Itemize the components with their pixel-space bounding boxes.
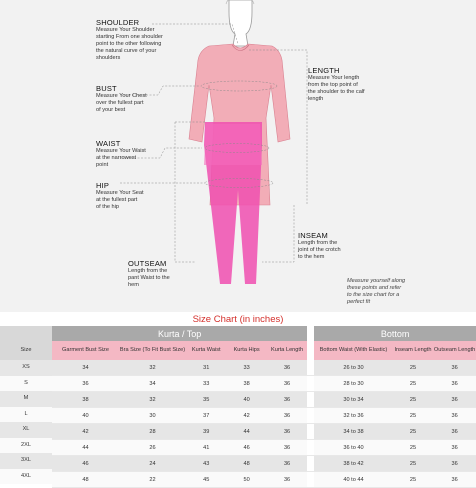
- table-row: [52, 472, 476, 488]
- outseam-label: [128, 259, 170, 289]
- bottom-cell: 25: [393, 408, 433, 424]
- bottom-cell: 36: [433, 392, 476, 408]
- size-label: L: [0, 407, 52, 423]
- top-cell: 31: [186, 360, 226, 376]
- shoulder-desc-4: the natural curve of your: [96, 48, 157, 54]
- inseam-desc-1: Length from the: [298, 240, 338, 246]
- top-cell: 36: [267, 360, 307, 376]
- bottom-cell: 32 to 36: [314, 408, 393, 424]
- shoulder-desc-1: Measure Your Shoulder: [96, 27, 155, 33]
- row-gap: [307, 360, 314, 376]
- top-cell: 44: [52, 440, 119, 456]
- hip-desc-1: Measure Your Seat: [96, 190, 144, 196]
- row-gap: [307, 456, 314, 472]
- mannequin: [226, 0, 254, 46]
- top-cell: 42: [52, 424, 119, 440]
- shoulder-label: [96, 18, 163, 62]
- top-cell: 46: [52, 456, 119, 472]
- length-desc-1: Measure Your length: [308, 75, 360, 81]
- table-row: [52, 408, 476, 424]
- bottom-cell: 28 to 30: [314, 376, 393, 392]
- top-cell: 48: [226, 456, 266, 472]
- bust-label: [96, 84, 147, 114]
- size-label: M: [0, 391, 52, 407]
- col-bottom-waist: Bottom Waist (With Elastic): [314, 341, 393, 360]
- col-kurta-length: Kurta Length: [267, 341, 307, 360]
- waist-desc-3: point: [96, 162, 109, 168]
- length-desc-2: from the top point of: [308, 82, 358, 88]
- bottom-cell: 25: [393, 392, 433, 408]
- top-cell: 50: [226, 472, 266, 488]
- top-cell: 36: [267, 376, 307, 392]
- size-label: 4XL: [0, 469, 52, 485]
- fit-note-3: to the size chart for a: [347, 292, 400, 298]
- bottom-cell: 36: [433, 408, 476, 424]
- col-kurta-hips: Kurta Hips: [226, 341, 266, 360]
- bottom-cell: 30 to 34: [314, 392, 393, 408]
- top-cell: 32: [119, 392, 186, 408]
- size-label: S: [0, 376, 52, 392]
- fit-note: [347, 278, 405, 306]
- bottom-cell: 38 to 42: [314, 456, 393, 472]
- shoulder-title: SHOULDER: [96, 18, 140, 27]
- top-cell: 44: [226, 424, 266, 440]
- size-label: XL: [0, 422, 52, 438]
- table-row: [52, 376, 476, 392]
- length-label: [308, 66, 365, 103]
- top-cell: 36: [267, 472, 307, 488]
- hip-desc-2: at the fullest part: [96, 197, 138, 203]
- bust-desc-3: of your best: [96, 107, 126, 113]
- top-cell: 26: [119, 440, 186, 456]
- shoulder-desc-2: starting From one shoulder: [96, 34, 163, 40]
- bottom-cell: 36: [433, 376, 476, 392]
- size-chart-title: Size Chart (in inches): [192, 314, 284, 325]
- col-kurta-waist: Kurta Waist: [186, 341, 226, 360]
- row-gap: [307, 392, 314, 408]
- col-garment-bust: Garment Bust Size: [52, 341, 119, 360]
- row-gap: [307, 376, 314, 392]
- bottom-cell: 25: [393, 472, 433, 488]
- section-gap: [307, 326, 314, 341]
- row-gap: [307, 408, 314, 424]
- length-desc-4: length: [308, 96, 324, 102]
- length-title: LENGTH: [308, 66, 340, 75]
- waist-desc-2: at the narrowest: [96, 155, 137, 161]
- hip-desc-3: of the hip: [96, 204, 120, 210]
- bust-title: BUST: [96, 84, 117, 93]
- bust-desc-2: over the fullest part: [96, 100, 144, 106]
- pant-shape: [204, 122, 262, 284]
- top-cell: 40: [226, 392, 266, 408]
- bottom-cell: 34 to 38: [314, 424, 393, 440]
- waist-title: WAIST: [96, 139, 121, 148]
- top-cell: 38: [226, 376, 266, 392]
- bottom-cell: 25: [393, 360, 433, 376]
- top-cell: 32: [119, 360, 186, 376]
- bottom-cell: 26 to 30: [314, 360, 393, 376]
- table-row: [52, 360, 476, 376]
- top-cell: 34: [119, 376, 186, 392]
- table-row: [52, 456, 476, 472]
- shoulder-desc-3: point to the other following: [96, 41, 162, 47]
- top-cell: 46: [226, 440, 266, 456]
- size-label: XS: [0, 360, 52, 376]
- top-cell: 33: [186, 376, 226, 392]
- table-row: [52, 424, 476, 440]
- top-cell: 45: [186, 472, 226, 488]
- top-cell: 36: [267, 424, 307, 440]
- size-col-header: Size: [0, 341, 52, 360]
- table-row: [52, 440, 476, 456]
- top-cell: 36: [52, 376, 119, 392]
- top-cell: 34: [52, 360, 119, 376]
- top-cell: 48: [52, 472, 119, 488]
- col-gap: [307, 341, 314, 360]
- top-cell: 37: [186, 408, 226, 424]
- top-cell: 33: [226, 360, 266, 376]
- fit-note-2: these points and refer: [347, 285, 402, 291]
- bottom-cell: 25: [393, 424, 433, 440]
- bottom-cell: 36: [433, 472, 476, 488]
- inseam-desc-3: to the hem: [298, 254, 325, 260]
- inseam-label: [298, 231, 341, 261]
- bottom-cell: 40 to 44: [314, 472, 393, 488]
- fit-note-1: Measure yourself along: [347, 278, 406, 284]
- bottom-section-header: Bottom: [314, 326, 476, 341]
- outseam-title: OUTSEAM: [128, 259, 167, 268]
- inseam-desc-2: joint of the crotch: [298, 247, 341, 253]
- top-cell: 43: [186, 456, 226, 472]
- bottom-cell: 25: [393, 376, 433, 392]
- size-chart-table: [52, 326, 476, 488]
- bottom-cell: 36: [433, 424, 476, 440]
- outseam-desc-3: hem: [128, 282, 139, 288]
- outseam-desc-1: Length from the: [128, 268, 168, 274]
- top-cell: 36: [267, 456, 307, 472]
- top-cell: 35: [186, 392, 226, 408]
- table-row: [52, 392, 476, 408]
- top-cell: 22: [119, 472, 186, 488]
- top-cell: 28: [119, 424, 186, 440]
- col-bra-size: Bra Size (To Fit Bust Size): [119, 341, 186, 360]
- size-chart-rows: [52, 360, 476, 488]
- top-cell: 36: [267, 392, 307, 408]
- size-label: 2XL: [0, 438, 52, 454]
- bottom-cell: 25: [393, 440, 433, 456]
- waist-label: [96, 139, 146, 169]
- row-gap: [307, 472, 314, 488]
- top-cell: 36: [267, 440, 307, 456]
- fit-note-4: perfect fit: [347, 299, 371, 305]
- length-desc-3: the shoulder to the calf: [308, 89, 365, 95]
- inseam-title: INSEAM: [298, 231, 328, 240]
- top-cell: 24: [119, 456, 186, 472]
- shoulder-desc-5: shoulders: [96, 55, 121, 61]
- row-gap: [307, 440, 314, 456]
- waist-desc-1: Measure Your Waist: [96, 148, 146, 154]
- top-cell: 41: [186, 440, 226, 456]
- hip-title: HIP: [96, 181, 110, 190]
- size-label: 3XL: [0, 453, 52, 469]
- bottom-cell: 36: [433, 440, 476, 456]
- top-cell: 36: [267, 408, 307, 424]
- top-cell: 38: [52, 392, 119, 408]
- top-cell: 39: [186, 424, 226, 440]
- col-inseam-length: Inseam Length: [393, 341, 433, 360]
- top-cell: 42: [226, 408, 266, 424]
- kurta-top-section-header: Kurta / Top: [52, 326, 307, 341]
- row-gap: [307, 424, 314, 440]
- bust-desc-1: Measure Your Chest: [96, 93, 147, 99]
- hip-label: [96, 181, 144, 211]
- top-cell: 40: [52, 408, 119, 424]
- size-col-top-spacer: [0, 326, 52, 341]
- top-cell: 30: [119, 408, 186, 424]
- outseam-desc-2: pant Waist to the: [128, 275, 170, 281]
- bottom-cell: 36 to 40: [314, 440, 393, 456]
- col-outseam-length: Outseam Length: [433, 341, 476, 360]
- bottom-cell: 36: [433, 360, 476, 376]
- bottom-cell: 36: [433, 456, 476, 472]
- bottom-cell: 25: [393, 456, 433, 472]
